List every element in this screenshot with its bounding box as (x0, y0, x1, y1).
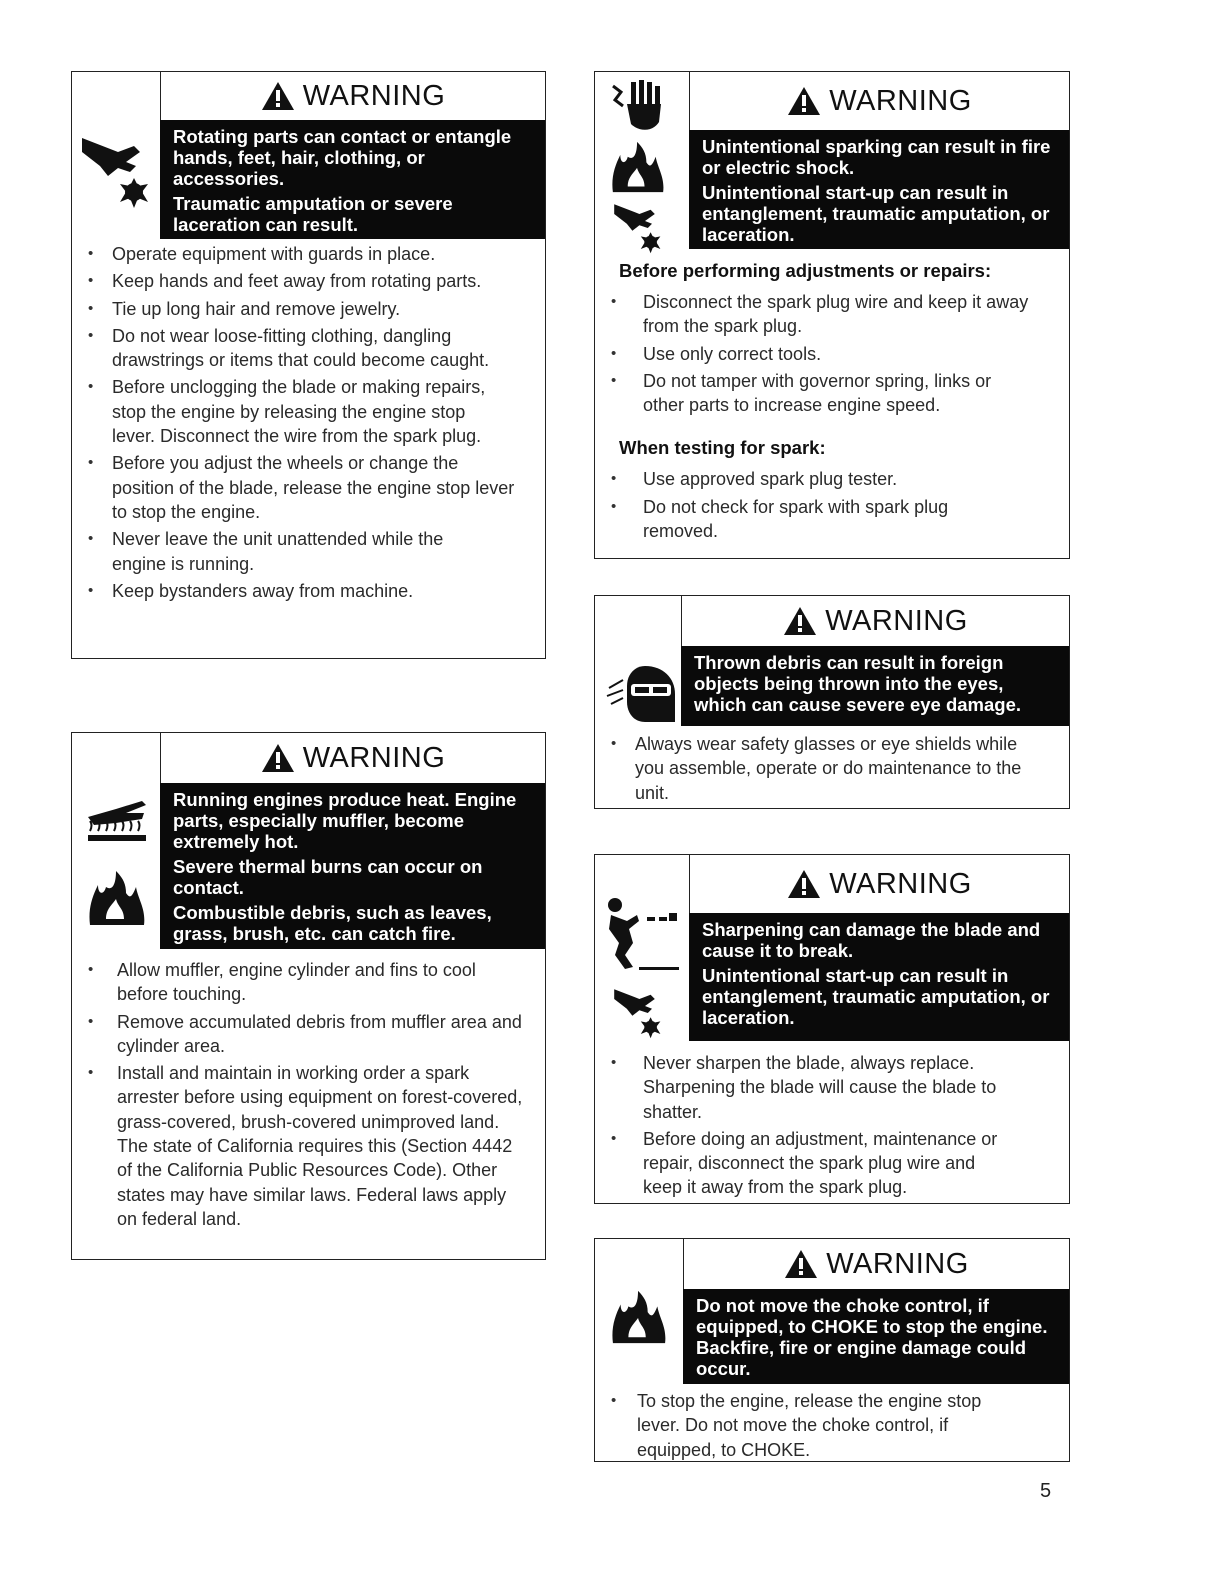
thrown-object-person-icon (603, 893, 683, 973)
hazard-text: Sharpening can damage the blade and cause it to break. (702, 919, 1041, 961)
hazard-text: Traumatic amputation or severe laceration can result. (173, 193, 453, 235)
hazard-panel (689, 913, 1069, 1041)
fire-icon (609, 1289, 669, 1345)
warning-header (689, 855, 1069, 1041)
list-item: • Always wear safety glasses or eye shields while you assemble, operate or do maintenance to the unit. (595, 732, 1069, 805)
warning-title: WARNING (683, 1239, 1069, 1289)
list-item: • Do not check for spark with spark plug removed. (595, 495, 1069, 544)
hazard-text: Combustible debris, such as leaves, grass, brush, etc. can catch fire. (173, 902, 492, 944)
entanglement-hand-icon (609, 200, 667, 256)
warning-title: WARNING (689, 72, 1069, 130)
list-item: • Disconnect the spark plug wire and keep it away from the spark plug. (595, 290, 1069, 339)
list-item: • To stop the engine, release the engine stop lever. Do not move the choke control, if equipped, to CHOKE. (595, 1389, 1069, 1462)
warning-box-sharpening (594, 854, 1070, 1204)
warning-box-rotating (71, 71, 546, 659)
list-item: • Use only correct tools. (595, 342, 1069, 366)
list-item: • Remove accumulated debris from muffler area and cylinder area. (72, 1010, 545, 1059)
warning-box-debris (594, 595, 1070, 809)
bullet-list (72, 958, 545, 1231)
warning-box-choke (594, 1238, 1070, 1462)
list-item: • Do not tamper with governor spring, links or other parts to increase engine speed. (595, 369, 1069, 418)
bullet-list (595, 732, 1069, 805)
hazard-text: Rotating parts can contact or entangle hands, feet, hair, clothing, or accessories. (173, 126, 512, 189)
hazard-panel (681, 646, 1069, 726)
alert-triangle-icon (261, 81, 295, 111)
list-item: • Install and maintain in working order a spark arrester before using equipment on forest-covered, grass-covered, brush-covered unimproved land. The state of California requires this (Section 4442 of the California Public Resources Code). Other states may have similar laws. Federal laws apply on federal land. (72, 1061, 545, 1231)
page-number: 5 (1040, 1480, 1052, 1502)
section-heading: Before performing adjustments or repairs: (619, 260, 992, 281)
warning-body (595, 1051, 1069, 1203)
list-item: • Never leave the unit unattended while the engine is running. (72, 527, 545, 576)
eye-protection-icon (605, 662, 677, 726)
hazard-panel (160, 120, 545, 239)
warning-title: WARNING (160, 72, 545, 120)
list-item: • Never sharpen the blade, always replace. Sharpening the blade will cause the blade to shatter. (595, 1051, 1069, 1124)
warning-box-heat (71, 732, 546, 1260)
section-heading: When testing for spark: (619, 437, 826, 459)
alert-triangle-icon (787, 86, 821, 116)
hazard-text: Thrown debris can result in foreign objects being thrown into the eyes, which can cause severe eye damage. (694, 652, 1022, 715)
list-item: • Before you adjust the wheels or change the position of the blade, release the engine stop lever to stop the engine. (72, 451, 545, 524)
warning-header (160, 733, 545, 949)
alert-triangle-icon (784, 1249, 818, 1279)
warning-body (595, 732, 1069, 808)
bullet-list (72, 242, 545, 603)
electric-shock-icon (609, 78, 665, 134)
list-item: • Keep bystanders away from machine. (72, 579, 545, 603)
list-item: • Keep hands and feet away from rotating parts. (72, 269, 545, 293)
hot-surface-hand-icon (86, 795, 148, 851)
warning-header (681, 596, 1069, 726)
warning-box-sparking (594, 71, 1070, 559)
warning-header (689, 72, 1069, 249)
warning-title: WARNING (160, 733, 545, 783)
alert-triangle-icon (783, 606, 817, 636)
fire-icon (609, 140, 667, 194)
list-item: • Do not wear loose-fitting clothing, dangling drawstrings or items that could become caught. (72, 324, 545, 373)
hazard-panel (683, 1289, 1069, 1384)
warning-body (72, 958, 545, 1234)
entanglement-hand-icon (609, 985, 667, 1041)
fire-icon (86, 869, 148, 927)
list-item: • Before doing an adjustment, maintenance or repair, disconnect the spark plug wire and keep it away from the spark plug. (595, 1127, 1069, 1200)
list-item: • Operate equipment with guards in place. (72, 242, 545, 266)
warning-body (72, 242, 545, 606)
warning-body (595, 260, 1069, 546)
warning-header (683, 1239, 1069, 1384)
hazard-panel (160, 783, 545, 949)
list-item: • Allow muffler, engine cylinder and fins to cool before touching. (72, 958, 545, 1007)
list-item: • Tie up long hair and remove jewelry. (72, 297, 545, 321)
hazard-text: Running engines produce heat. Engine parts, especially muffler, become extremely hot. (173, 789, 517, 852)
hazard-text: Do not move the choke control, if equipped, to CHOKE to stop the engine. Backfire, fire or engine damage could occur. (696, 1295, 1048, 1379)
warning-title: WARNING (689, 855, 1069, 913)
hazard-text: Unintentional start-up can result in entanglement, traumatic amputation, or laceration. (702, 182, 1050, 245)
bullet-list (595, 1051, 1069, 1200)
hazard-text: Unintentional sparking can result in fire or electric shock. (702, 136, 1051, 178)
list-item: • Use approved spark plug tester. (595, 467, 1069, 491)
entanglement-hand-icon (78, 132, 154, 212)
alert-triangle-icon (261, 743, 295, 773)
alert-triangle-icon (787, 869, 821, 899)
warning-body (595, 1389, 1069, 1465)
bullet-list (595, 467, 1069, 543)
hazard-text: Severe thermal burns can occur on contact. (173, 856, 483, 898)
bullet-list (595, 290, 1069, 417)
warning-title: WARNING (681, 596, 1069, 646)
warning-header (160, 72, 545, 239)
list-item: • Before unclogging the blade or making repairs, stop the engine by releasing the engine stop lever. Disconnect the wire from the spark plug. (72, 375, 545, 448)
bullet-list (595, 1389, 1069, 1462)
hazard-panel (689, 130, 1069, 249)
hazard-text: Unintentional start-up can result in entanglement, traumatic amputation, or laceration. (702, 965, 1050, 1028)
